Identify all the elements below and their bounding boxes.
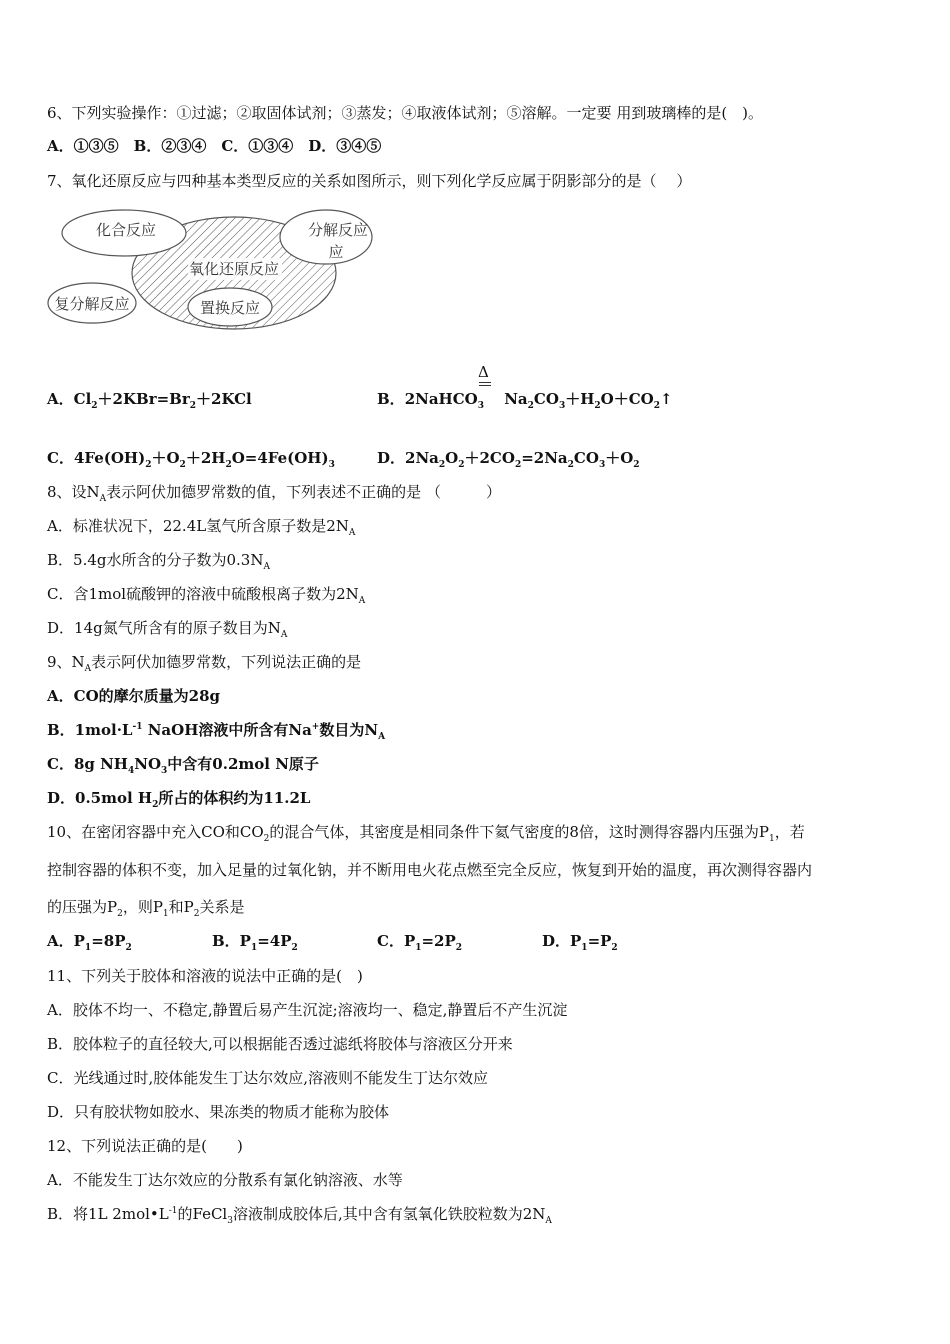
q9-option-c: C．8g $NH_4NO_3$中含有0.2mol N原子 <box>47 755 319 776</box>
q12-option-b: B．将1L $2mol•L^{-1}$的FeCl$_3$溶液制成胶体后,其中含有氢氧化铁胶粒数为$2N_A$ <box>47 1205 552 1226</box>
decomposition-label-1: 分解反应 <box>307 221 369 239</box>
q9-stem: 9、$N_A$表示阿伏加德罗常数，下列说法正确的是 <box>47 653 362 674</box>
redox-label: 氧化还原反应 <box>188 260 280 278</box>
q9-option-a: A．CO的摩尔质量为28g <box>47 687 221 705</box>
double-displacement-label: 复分解反应 <box>54 295 130 313</box>
q12-option-a: A．不能发生丁达尔效应的分散系有氯化钠溶液、水等 <box>47 1171 403 1189</box>
q11-option-d: D．只有胶状物如胶水、果冻类的物质才能称为胶体 <box>47 1103 390 1121</box>
combination-label: 化合反应 <box>95 221 157 239</box>
q11-option-c: C．光线通过时,胶体能发生丁达尔效应,溶液则不能发生丁达尔效应 <box>47 1069 489 1087</box>
equals-bar-bottom <box>479 385 491 386</box>
q9-option-b: B．$1mol\cdot L^{-1}$ NaOH溶液中所含有Na+数目为$N_A$ <box>47 721 386 742</box>
q8-option-a: A．标准状况下，22.4L氢气所含原子数是$2N_A$ <box>47 517 356 538</box>
displacement-label: 置换反应 <box>199 299 261 317</box>
q6-options: A．①③⑤ B．②③④ C．①③④ D．③④⑤ <box>47 137 382 155</box>
q7-option-d: D．$2Na_2O_2+2CO_2=2Na_2CO_3+O_2$ <box>377 449 640 470</box>
q7-option-c: C．$4Fe(OH)_2+O_2+2H_2O=4Fe(OH)_3$ <box>47 449 335 470</box>
q8-stem: 8、设$N_A$表示阿伏加德罗常数的值，下列表述不正确的是 （ ） <box>47 483 501 504</box>
q8-option-c: C．含1mol硫酸钾的溶液中硫酸根离子数为$2N_A$ <box>47 585 366 606</box>
q11-option-a: A．胶体不均一、不稳定,静置后易产生沉淀;溶液均一、稳定,静置后不产生沉淀 <box>47 1001 568 1019</box>
equals-bar-top <box>479 382 491 383</box>
q7-option-a: A．$Cl_2+2KBr=Br_2+2KCl$ <box>47 390 252 411</box>
q10-option-b: B．$P_1=4P_2$ <box>212 932 298 953</box>
q9-option-d: D．0.5mol $H_2$所占的体积约为11.2L <box>47 789 311 810</box>
q10-option-d: D．$P_1=P_2$ <box>542 932 618 953</box>
q8-option-d: D．14g氮气所含有的原子数目为$N_A$ <box>47 619 288 640</box>
q6-stem: 6、下列实验操作：①过滤；②取固体试剂；③蒸发；④取液体试剂；⑤溶解。一定要 用到玻璃棒的是( )。 <box>47 104 764 122</box>
q11-option-b: B．胶体粒子的直径较大,可以根据能否透过滤纸将胶体与溶液区分开来 <box>47 1035 513 1053</box>
q12-stem: 12、下列说法正确的是( ) <box>47 1137 243 1155</box>
q10-option-a: A．$P_1=8P_2$ <box>47 932 132 953</box>
heat-symbol: Δ <box>478 363 489 381</box>
q10-stem-line1: 10、在密闭容器中充入CO和$CO_2$的混合气体，其密度是相同条件下氦气密度的8倍，这时测得容器内压强为$P_1$，若 <box>47 823 805 844</box>
q7-stem: 7、氧化还原反应与四种基本类型反应的关系如图所示，则下列化学反应属于阴影部分的是（ ） <box>47 172 692 190</box>
q10-stem-line2: 控制容器的体积不变，加入足量的过氧化钠，并不断用电火花点燃至完全反应，恢复到开始的温度，再次测得容器内 <box>47 861 813 879</box>
reaction-venn-diagram <box>44 205 384 340</box>
q10-option-c: C．$P_1=2P_2$ <box>377 932 463 953</box>
q8-option-b: B．5.4g水所含的分子数为$0.3N_A$ <box>47 551 270 572</box>
decomposition-label-2: 应 <box>328 243 344 261</box>
q7-option-b: B．2NaHCO$_3$ $Na_2CO_3+H_2O+CO_2↑$ <box>377 390 673 411</box>
q11-stem: 11、下列关于胶体和溶液的说法中正确的是( ) <box>47 967 363 985</box>
q10-stem-line3: 的压强为$P_2$，则$P_1$和$P_2$关系是 <box>47 898 245 919</box>
